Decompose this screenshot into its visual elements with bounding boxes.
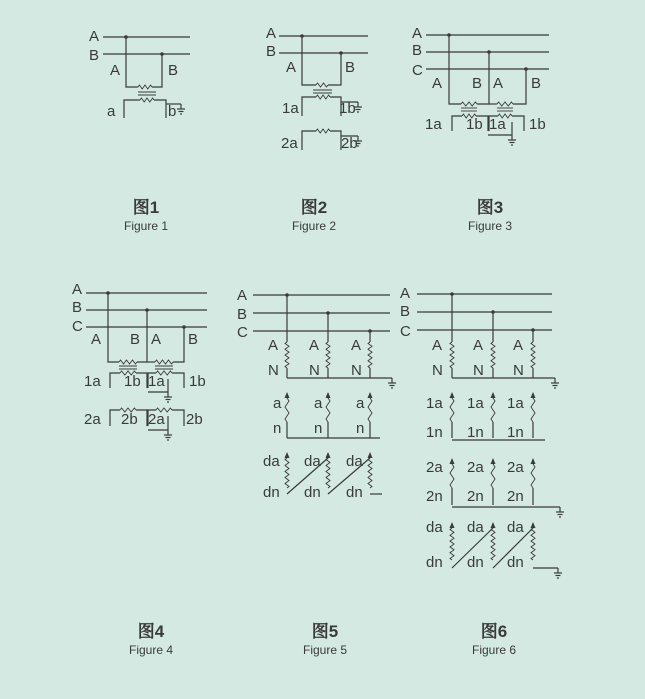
caption-fig2 xyxy=(292,198,336,233)
secondary-label-2a: 2a xyxy=(507,459,524,476)
wire xyxy=(302,131,316,150)
ground-symbol xyxy=(164,392,172,402)
winding-coil xyxy=(316,129,330,133)
ground-symbol xyxy=(388,378,396,388)
secondary-label-1n: 1n xyxy=(507,424,524,441)
caption-fig1 xyxy=(124,198,168,233)
winding-coil xyxy=(450,342,454,368)
polarity-arrow xyxy=(450,458,455,464)
primary-label-a: A xyxy=(432,337,443,354)
figure-title: 图5 xyxy=(311,622,339,641)
polarity-arrow xyxy=(531,522,536,528)
primary-label-a: A xyxy=(513,337,524,354)
winding-coil xyxy=(316,95,330,99)
secondary-label-1b: 1b xyxy=(339,100,356,117)
secondary-label-2n: 2n xyxy=(467,488,484,505)
secondary-label-1a: 1a xyxy=(425,116,442,133)
primary-label-a: A xyxy=(432,75,443,92)
bus-label-c: C xyxy=(237,324,248,341)
secondary-label-dn: dn xyxy=(426,554,443,571)
winding-coil xyxy=(491,464,495,488)
bus-label-a: A xyxy=(266,25,277,42)
polarity-arrow xyxy=(368,452,373,458)
secondary-label-1b: 1b xyxy=(124,373,141,390)
wire xyxy=(110,410,120,426)
polarity-arrow xyxy=(450,392,455,398)
winding-coil xyxy=(491,342,495,368)
polarity-arrow xyxy=(491,392,496,398)
wire xyxy=(124,100,140,118)
secondary-label-1a: 1a xyxy=(467,395,484,412)
secondary-label-2a: 2a xyxy=(84,411,101,428)
winding-coil xyxy=(285,398,289,422)
primary-label-n: N xyxy=(351,362,362,379)
primary-label-a: A xyxy=(309,337,320,354)
figure-subtitle: Figure 2 xyxy=(291,219,337,233)
secondary-label-2a-2: 2a xyxy=(148,411,165,428)
polarity-arrow xyxy=(326,452,331,458)
figure-2-diagram xyxy=(266,25,368,152)
secondary-label-n: n xyxy=(273,420,282,437)
winding-coil xyxy=(461,102,477,106)
winding-coil xyxy=(497,102,513,106)
primary-label-a: A xyxy=(268,337,279,354)
secondary-label-1a: 1a xyxy=(426,395,443,412)
winding-coil xyxy=(368,342,372,368)
primary-label-a: A xyxy=(286,59,297,76)
polarity-arrow xyxy=(326,392,331,398)
polarity-arrow xyxy=(491,522,496,528)
figure-title: 图6 xyxy=(480,622,508,641)
figure-subtitle: Figure 5 xyxy=(302,643,348,657)
figure-subtitle: Figure 4 xyxy=(128,643,174,657)
secondary-label-2b: 2b xyxy=(121,411,138,428)
winding-coil xyxy=(450,528,454,560)
primary-label-b-2: B xyxy=(531,75,542,92)
secondary-label-2a: 2a xyxy=(281,135,298,152)
primary-label-n: N xyxy=(432,362,443,379)
caption-fig6 xyxy=(472,622,516,657)
winding-coil xyxy=(155,360,173,364)
primary-label-b: B xyxy=(130,331,141,348)
primary-label-a: A xyxy=(91,331,102,348)
secondary-label-n: n xyxy=(356,420,365,437)
wire xyxy=(330,131,341,150)
primary-label-a: A xyxy=(351,337,362,354)
ground-symbol xyxy=(508,135,516,145)
wire xyxy=(513,69,526,104)
secondary-label-1b-2: 1b xyxy=(189,373,206,390)
primary-label-n: N xyxy=(473,362,484,379)
bus-label-c: C xyxy=(412,62,423,79)
figure-title: 图1 xyxy=(132,198,160,217)
wire xyxy=(172,373,184,388)
wire xyxy=(126,37,138,87)
secondary-label-1n: 1n xyxy=(426,424,443,441)
winding-coil xyxy=(326,398,330,422)
secondary-label-2b: 2b xyxy=(341,135,358,152)
polarity-arrow xyxy=(491,458,496,464)
figure-1-diagram xyxy=(89,28,190,120)
polarity-arrow xyxy=(285,392,290,398)
primary-label-n: N xyxy=(268,362,279,379)
secondary-label-da: da xyxy=(507,519,524,536)
bus-label-a: A xyxy=(237,287,248,304)
secondary-label-a: a xyxy=(314,395,323,412)
wire xyxy=(452,116,462,131)
secondary-label-dn: dn xyxy=(263,484,280,501)
polarity-arrow xyxy=(285,452,290,458)
bus-label-a: A xyxy=(400,285,411,302)
primary-label-n: N xyxy=(513,362,524,379)
primary-label-n: N xyxy=(309,362,320,379)
bus-label-b: B xyxy=(400,303,411,320)
secondary-label-1b: 1b xyxy=(466,116,483,133)
secondary-label-a: a xyxy=(273,395,282,412)
caption-fig5 xyxy=(303,622,347,657)
secondary-label-dn: dn xyxy=(346,484,363,501)
secondary-label-2b-2: 2b xyxy=(186,411,203,428)
polarity-arrow xyxy=(531,458,536,464)
polarity-arrow xyxy=(450,522,455,528)
wire xyxy=(302,36,316,85)
figure-subtitle: Figure 1 xyxy=(123,219,169,233)
secondary-label-n: n xyxy=(314,420,323,437)
winding-coil xyxy=(450,464,454,488)
bus-label-b: B xyxy=(237,306,248,323)
secondary-label-da: da xyxy=(263,453,280,470)
figure-subtitle: Figure 3 xyxy=(467,219,513,233)
primary-label-a: A xyxy=(473,337,484,354)
figure-title: 图3 xyxy=(476,198,504,217)
ground-symbol xyxy=(177,104,185,114)
bus-label-c: C xyxy=(400,323,411,340)
ground-symbol xyxy=(164,430,172,440)
bus-label-a: A xyxy=(412,25,423,42)
secondary-label-1n: 1n xyxy=(467,424,484,441)
primary-label-b: B xyxy=(168,62,179,79)
winding-coil xyxy=(531,342,535,368)
figure-5-diagram xyxy=(237,287,396,501)
bus-label-a: A xyxy=(89,28,100,45)
winding-coil xyxy=(316,83,328,87)
winding-coil xyxy=(531,528,535,560)
secondary-label-2a: 2a xyxy=(426,459,443,476)
figure-subtitle: Figure 6 xyxy=(471,643,517,657)
winding-coil xyxy=(531,398,535,422)
wire xyxy=(172,410,184,426)
bus-label-a: A xyxy=(72,281,83,298)
winding-coil xyxy=(326,342,330,368)
secondary-label-da: da xyxy=(304,453,321,470)
secondary-label-2a: 2a xyxy=(467,459,484,476)
ground-symbol xyxy=(556,507,564,517)
winding-coil xyxy=(119,360,137,364)
secondary-label-dn: dn xyxy=(507,554,524,571)
winding-coil xyxy=(491,398,495,422)
winding-coil xyxy=(138,85,152,89)
bus-label-b: B xyxy=(266,43,277,60)
secondary-label-1b-2: 1b xyxy=(529,116,546,133)
wire xyxy=(328,53,341,85)
figure-4-diagram xyxy=(72,281,207,440)
primary-label-b: B xyxy=(345,59,356,76)
wire xyxy=(512,116,524,131)
wire xyxy=(110,373,120,388)
secondary-label-2n: 2n xyxy=(426,488,443,505)
winding-coil xyxy=(326,458,330,488)
secondary-label-b: b xyxy=(168,103,177,120)
primary-label-a: A xyxy=(110,62,121,79)
secondary-label-da: da xyxy=(426,519,443,536)
winding-coil xyxy=(368,458,372,488)
bus-label-b: B xyxy=(412,42,423,59)
ground-symbol xyxy=(551,378,559,388)
figure-6-diagram xyxy=(400,285,564,578)
winding-coil xyxy=(368,398,372,422)
polarity-arrow xyxy=(368,392,373,398)
polarity-arrow xyxy=(531,392,536,398)
ground-symbol xyxy=(554,568,562,578)
caption-fig3 xyxy=(468,198,512,233)
figure-3-diagram xyxy=(412,25,549,145)
wire xyxy=(152,54,162,87)
secondary-label-dn: dn xyxy=(467,554,484,571)
secondary-label-1a: 1a xyxy=(282,100,299,117)
winding-coil xyxy=(450,398,454,422)
winding-coil xyxy=(491,528,495,560)
secondary-label-2n: 2n xyxy=(507,488,524,505)
winding-coil xyxy=(531,464,535,488)
secondary-label-1a: 1a xyxy=(507,395,524,412)
secondary-label-1a: 1a xyxy=(84,373,101,390)
secondary-label-1a-2: 1a xyxy=(148,373,165,390)
secondary-label-da: da xyxy=(467,519,484,536)
wire xyxy=(154,100,166,118)
secondary-label-da: da xyxy=(346,453,363,470)
figure-title: 图2 xyxy=(300,198,328,217)
bus-label-c: C xyxy=(72,318,83,335)
primary-label-b: B xyxy=(472,75,483,92)
winding-coil xyxy=(285,342,289,368)
bus-label-b: B xyxy=(72,299,83,316)
primary-label-a-2: A xyxy=(493,75,504,92)
primary-label-a-2: A xyxy=(151,331,162,348)
bus-label-b: B xyxy=(89,47,100,64)
figure-title: 图4 xyxy=(137,622,165,641)
caption-fig4 xyxy=(129,622,173,657)
wire xyxy=(173,327,184,362)
secondary-label-1a-2: 1a xyxy=(489,116,506,133)
wire xyxy=(302,97,316,116)
secondary-label-dn: dn xyxy=(304,484,321,501)
secondary-label-a: a xyxy=(107,103,116,120)
winding-coil xyxy=(285,458,289,488)
primary-label-b-2: B xyxy=(188,331,199,348)
secondary-label-a: a xyxy=(356,395,365,412)
winding-coil xyxy=(140,98,154,102)
